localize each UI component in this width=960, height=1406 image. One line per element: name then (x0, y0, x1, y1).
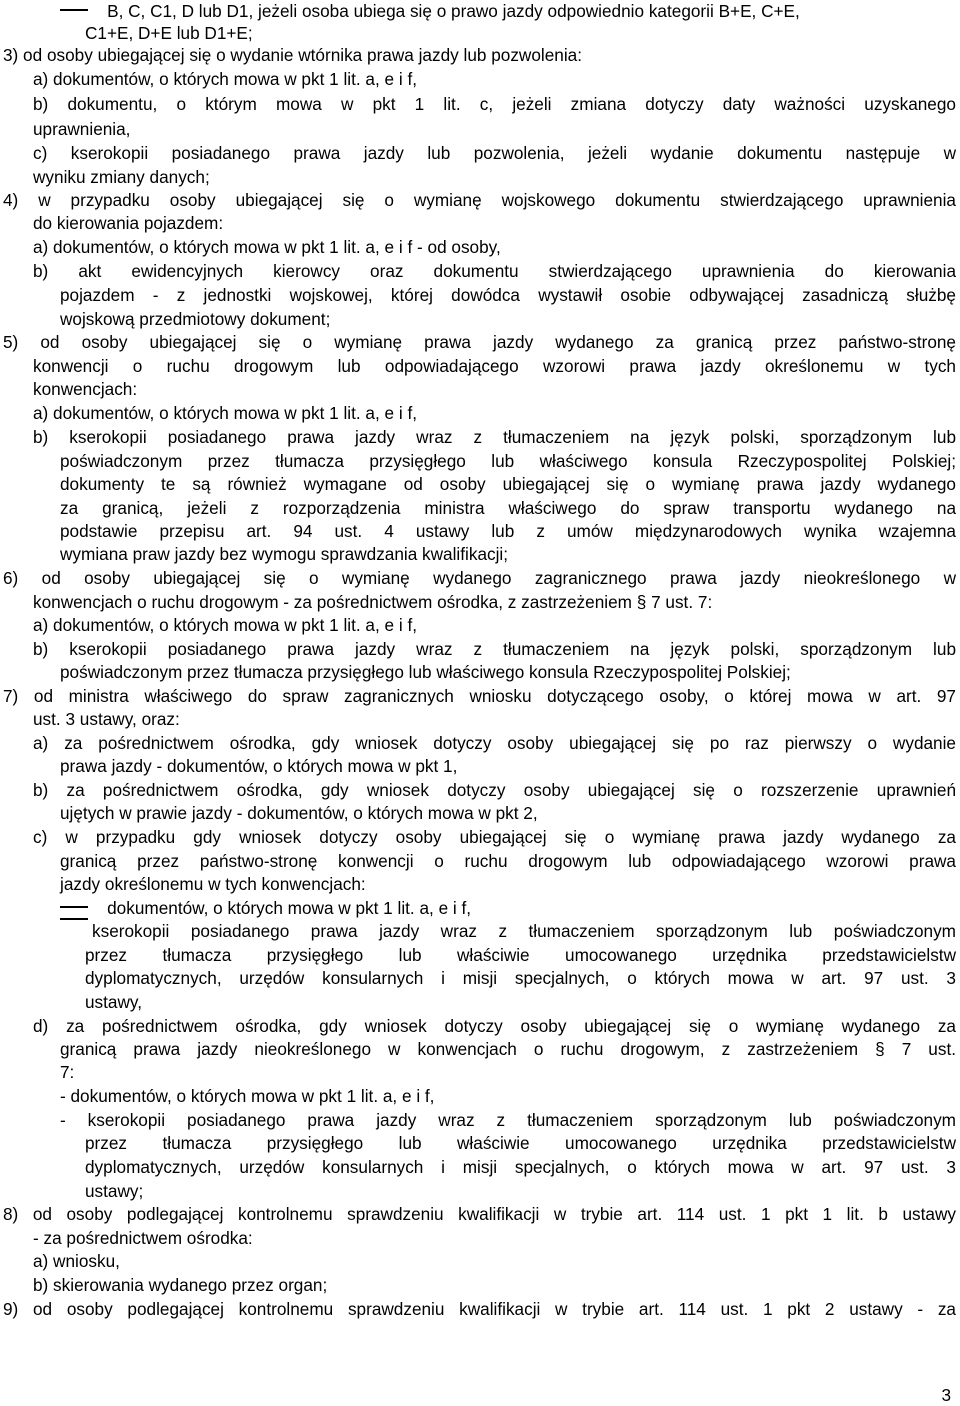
line-text: dokumentów, o których mowa w pkt 1 lit. a, e i f, (107, 898, 472, 918)
text-line: a) dokumentów, o których mowa w pkt 1 lit. a, e i f, (33, 615, 418, 635)
dash-mark (60, 918, 88, 920)
line-text: kserokopii posiadanego prawa jazdy wraz z tłumaczeniem sporządzonym lub poświadczonym (92, 921, 956, 941)
text-line: dokumenty te są również wymagane od osoby ubiegającej się o wymianę prawa jazdy wydanego (60, 474, 956, 494)
text-line: ustawy, (85, 992, 142, 1012)
text-line: - dokumentów, o których mowa w pkt 1 lit. a, e i f, (60, 1086, 435, 1106)
dash-mark (60, 906, 88, 908)
text-line: - za pośrednictwem ośrodka: (33, 1228, 253, 1248)
text-line: wyniku zmiany danych; (33, 167, 210, 187)
text-line: 7) od ministra właściwego do spraw zagranicznych wniosku dotyczącego osoby, o której mowa w art. 97 (3, 686, 956, 706)
text-line: wymiana praw jazdy bez wymogu sprawdzania kwalifikacji; (60, 544, 509, 564)
text-line: poświadczonym przez tłumacza przysięgłego lub właściwego konsula Rzeczypospolitej Polskiej; (60, 451, 956, 471)
text-line: b) akt ewidencyjnych kierowcy oraz dokumentu stwierdzającego uprawnienia do kierowania (33, 261, 956, 281)
text-line: prawa jazdy - dokumentów, o których mowa w pkt 1, (60, 756, 458, 776)
text-line: b) kserokopii posiadanego prawa jazdy wraz z tłumaczeniem na język polski, sporządzonym lub (33, 427, 956, 447)
dash-mark (60, 9, 88, 11)
text-line: uprawnienia, (33, 119, 131, 139)
text-line: przez tłumacza przysięgłego lub właściwie umocowanego urzędnika przedstawicielstw (85, 945, 956, 965)
text-line: c) w przypadku gdy wniosek dotyczy osoby ubiegającej się o wymianę prawa jazdy wydanego za (33, 827, 956, 847)
page-number: 3 (941, 1385, 951, 1405)
text-line: - kserokopii posiadanego prawa jazdy wraz z tłumaczeniem sporządzonym lub poświadczonym (60, 1110, 956, 1130)
text-line: 9) od osoby podlegającej kontrolnemu sprawdzeniu kwalifikacji w trybie art. 114 ust. 1 pkt 2 ustawy - za (3, 1299, 956, 1319)
text-line: b) kserokopii posiadanego prawa jazdy wraz z tłumaczeniem na język polski, sporządzonym lub (33, 639, 956, 659)
text-line: granicą przez państwo-stronę konwencji o ruchu drogowym lub odpowiadającego wzorowi prawa (60, 851, 956, 871)
text-line: konwencji o ruchu drogowym lub odpowiadającego wzorowi prawa jazdy określonemu w tych (33, 356, 956, 376)
text-line: wojskową przedmiotowy dokument; (60, 309, 331, 329)
text-line: a) dokumentów, o których mowa w pkt 1 lit. a, e i f, (33, 69, 418, 89)
text-line: konwencjach o ruchu drogowym - za pośrednictwem ośrodka, z zastrzeżeniem § 7 ust. 7: (33, 592, 713, 612)
text-line: jazdy określonemu w tych konwencjach: (60, 874, 366, 894)
text-line: granicą prawa jazdy nieokreślonego w konwencjach o ruchu drogowym, z zastrzeżeniem § 7 ust. (60, 1039, 956, 1059)
text-line: b) skierowania wydanego przez organ; (33, 1275, 328, 1295)
text-line: podstawie przepisu art. 94 ust. 4 ustawy lub z umów międzynarodowych wynika wzajemna (60, 521, 956, 541)
text-line: dyplomatycznych, urzędów konsularnych i misji specjalnych, o których mowa w art. 97 ust. 3 (85, 968, 956, 988)
text-line: konwencjach: (33, 379, 138, 399)
text-line: a) dokumentów, o których mowa w pkt 1 lit. a, e i f - od osoby, (33, 237, 501, 257)
text-line: b) za pośrednictwem ośrodka, gdy wniosek dotyczy osoby ubiegającej się o rozszerzenie uprawnień (33, 780, 956, 800)
text-line: dyplomatycznych, urzędów konsularnych i misji specjalnych, o których mowa w art. 97 ust. 3 (85, 1157, 956, 1177)
text-line (60, 920, 956, 942)
text-line: do kierowania pojazdem: (33, 213, 224, 233)
text-line: b) dokumentu, o którym mowa w pkt 1 lit. c, jeżeli zmiana dotyczy daty ważności uzyskanego (33, 94, 956, 114)
text-line: ust. 3 ustawy, oraz: (33, 709, 180, 729)
text-line: za granicą, jeżeli z rozporządzenia ministra właściwego do spraw transportu wydanego na (60, 498, 956, 518)
text-line: ustawy; (85, 1181, 144, 1201)
line-text: B, C, C1, D lub D1, jeżeli osoba ubiega się o prawo jazdy odpowiednio kategorii B+E, C+E, (107, 1, 800, 21)
text-line (60, 0, 800, 22)
text-line: a) dokumentów, o których mowa w pkt 1 lit. a, e i f, (33, 403, 418, 423)
text-line: przez tłumacza przysięgłego lub właściwie umocowanego urzędnika przedstawicielstw (85, 1133, 956, 1153)
text-line: 4) w przypadku osoby ubiegającej się o wymianę wojskowego dokumentu stwierdzającego uprawnienia (3, 190, 956, 210)
text-line: 7: (60, 1062, 75, 1082)
text-line: a) wniosku, (33, 1251, 120, 1271)
text-line: a) za pośrednictwem ośrodka, gdy wniosek dotyczy osoby ubiegającej się po raz pierwszy o wydanie (33, 733, 956, 753)
text-line: poświadczonym przez tłumacza przysięgłego lub właściwego konsula Rzeczypospolitej Polskiej; (60, 662, 791, 682)
text-line: 3) od osoby ubiegającej się o wydanie wtórnika prawa jazdy lub pozwolenia: (3, 45, 582, 65)
text-line: 6) od osoby ubiegającej się o wymianę wydanego zagranicznego prawa jazdy nieokreślonego w (3, 568, 956, 588)
text-line (60, 897, 471, 919)
text-line: ujętych w prawie jazdy - dokumentów, o których mowa w pkt 2, (60, 803, 538, 823)
text-line: 8) od osoby podlegającej kontrolnemu sprawdzeniu kwalifikacji w trybie art. 114 ust. 1 pkt 1 lit. b ustawy (3, 1204, 956, 1224)
text-line: c) kserokopii posiadanego prawa jazdy lub pozwolenia, jeżeli wydanie dokumentu następuje w (33, 143, 956, 163)
text-line: d) za pośrednictwem ośrodka, gdy wniosek dotyczy osoby ubiegającej się o wymianę wydanego za (33, 1016, 956, 1036)
text-line: C1+E, D+E lub D1+E; (85, 23, 253, 43)
text-line: 5) od osoby ubiegającej się o wymianę prawa jazdy wydanego za granicą przez państwo-stronę (3, 332, 956, 352)
text-line: pojazdem - z jednostki wojskowej, której dowódca wystawił osobie odbywającej zasadniczą służbę (60, 285, 956, 305)
